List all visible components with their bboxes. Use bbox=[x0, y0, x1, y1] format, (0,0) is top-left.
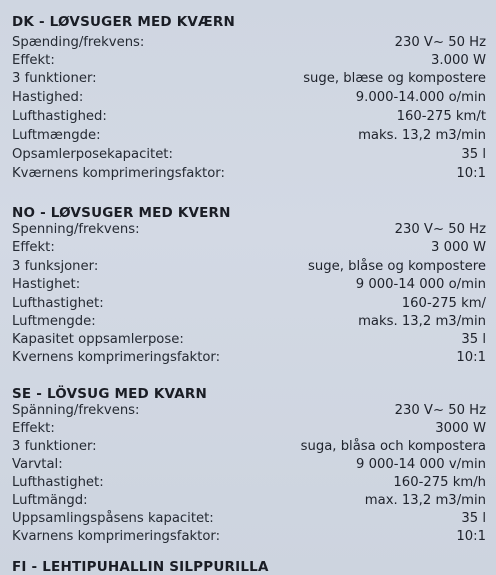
spec-row bbox=[12, 70, 490, 88]
spec-row bbox=[12, 52, 490, 70]
spec-value: 230 V~ 50 Hz bbox=[394, 222, 486, 237]
spec-row bbox=[12, 456, 490, 474]
spec-row bbox=[12, 528, 490, 546]
spec-row bbox=[12, 146, 490, 164]
spec-value: 3000 W bbox=[435, 421, 486, 436]
spec-value: 10:1 bbox=[456, 166, 486, 181]
spec-value: suga, blåsa och kompostera bbox=[300, 439, 486, 454]
spec-label: Spænding/frekvens: bbox=[12, 35, 145, 50]
spec-value: 35 l bbox=[461, 511, 486, 526]
spec-label: Hastighed: bbox=[12, 90, 84, 105]
spec-label: Kværnens komprimeringsfaktor: bbox=[12, 166, 225, 181]
section-heading-fi: FI - LEHTIPUHALLIN SILPPURILLA bbox=[12, 559, 269, 575]
spec-value: 160-275 km/ bbox=[401, 296, 486, 311]
spec-row bbox=[12, 258, 490, 276]
spec-row bbox=[12, 34, 490, 52]
spec-row bbox=[12, 349, 490, 367]
spec-row bbox=[12, 420, 490, 438]
spec-value: 9 000-14 000 v/min bbox=[356, 457, 486, 472]
spec-row bbox=[12, 276, 490, 294]
spec-label: Kvernens komprimeringsfaktor: bbox=[12, 350, 221, 365]
spec-label: Effekt: bbox=[12, 421, 55, 436]
spec-label: Spänning/frekvens: bbox=[12, 403, 140, 418]
spec-row bbox=[12, 127, 490, 145]
spec-label: Effekt: bbox=[12, 53, 55, 68]
spec-label: 3 funksjoner: bbox=[12, 259, 99, 274]
spec-row bbox=[12, 438, 490, 456]
spec-label: Kapasitet oppsamlerpose: bbox=[12, 332, 184, 347]
spec-row bbox=[12, 295, 490, 313]
spec-label: Kvarnens komprimeringsfaktor: bbox=[12, 529, 221, 544]
spec-row bbox=[12, 313, 490, 331]
spec-row bbox=[12, 221, 490, 239]
spec-value: 230 V~ 50 Hz bbox=[394, 403, 486, 418]
spec-row bbox=[12, 510, 490, 528]
spec-value: 10:1 bbox=[456, 529, 486, 544]
spec-row bbox=[12, 108, 490, 126]
spec-value: 9 000-14 000 o/min bbox=[355, 277, 486, 292]
spec-label: Luftmængde: bbox=[12, 128, 101, 143]
spec-label: Spenning/frekvens: bbox=[12, 222, 140, 237]
spec-row bbox=[12, 89, 490, 107]
spec-row bbox=[12, 239, 490, 257]
spec-value: 3.000 W bbox=[431, 53, 486, 68]
spec-label: 3 funktioner: bbox=[12, 71, 97, 86]
spec-value: 230 V~ 50 Hz bbox=[394, 35, 486, 50]
section-heading: NO - LØVSUGER MED KVERN bbox=[12, 205, 231, 221]
spec-value: 160-275 km/t bbox=[396, 109, 486, 124]
spec-label: Varvtal: bbox=[12, 457, 63, 472]
spec-row bbox=[12, 331, 490, 349]
spec-label: 3 funktioner: bbox=[12, 439, 97, 454]
section-heading: SE - LÖVSUG MED KVARN bbox=[12, 386, 207, 402]
spec-value: maks. 13,2 m3/min bbox=[358, 314, 486, 329]
spec-value: max. 13,2 m3/min bbox=[364, 493, 486, 508]
spec-value: 35 l bbox=[461, 147, 486, 162]
spec-label: Lufthastighet: bbox=[12, 296, 104, 311]
spec-label: Effekt: bbox=[12, 240, 55, 255]
spec-label: Luftmengde: bbox=[12, 314, 96, 329]
spec-row bbox=[12, 165, 490, 183]
spec-value: 160-275 km/h bbox=[393, 475, 486, 490]
spec-value: maks. 13,2 m3/min bbox=[358, 128, 486, 143]
spec-value: suge, blæse og kompostere bbox=[303, 71, 486, 86]
spec-row bbox=[12, 492, 490, 510]
spec-label: Luftmängd: bbox=[12, 493, 88, 508]
spec-row bbox=[12, 474, 490, 492]
section-heading: DK - LØVSUGER MED KVÆRN bbox=[12, 14, 235, 30]
spec-value: 3 000 W bbox=[431, 240, 486, 255]
spec-value: 10:1 bbox=[456, 350, 486, 365]
spec-value: 35 l bbox=[461, 332, 486, 347]
spec-label: Hastighet: bbox=[12, 277, 81, 292]
spec-label: Lufthastighet: bbox=[12, 475, 104, 490]
spec-row bbox=[12, 402, 490, 420]
spec-value: 9.000-14.000 o/min bbox=[355, 90, 486, 105]
spec-value: suge, blåse og kompostere bbox=[308, 259, 486, 274]
spec-label: Uppsamlingspåsens kapacitet: bbox=[12, 511, 214, 526]
spec-label: Lufthastighed: bbox=[12, 109, 107, 124]
spec-label: Opsamlerposekapacitet: bbox=[12, 147, 173, 162]
